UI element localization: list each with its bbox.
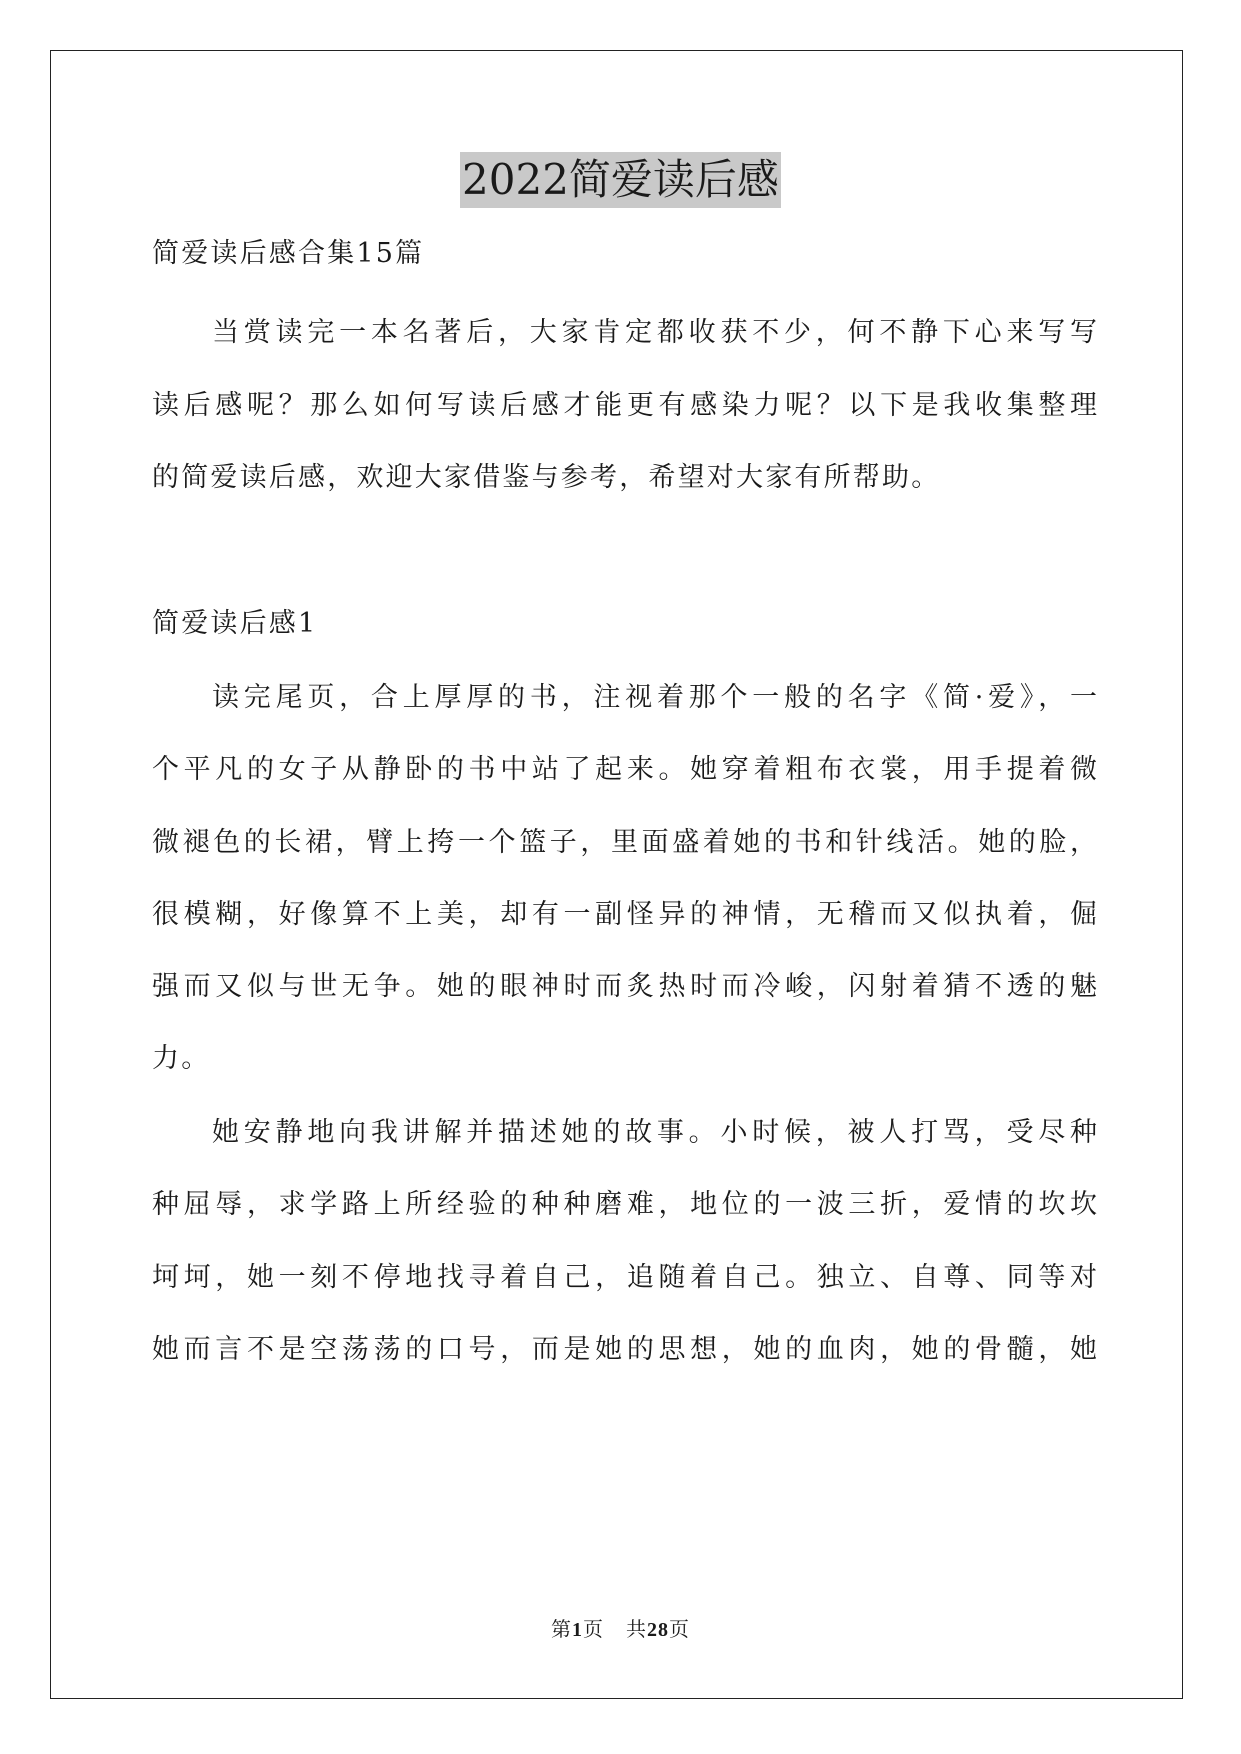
intro-line: 当赏读完一本名著后，大家肯定都收获不少，何不静下心来写写: [212, 317, 1097, 348]
footer-suffix: 页: [669, 1617, 691, 1641]
page-border: [50, 50, 1183, 1699]
page-footer: [0, 1616, 1241, 1643]
footer-prefix: 第: [550, 1617, 572, 1641]
paragraph-line: 她安静地向我讲解并描述她的故事。小时候，被人打骂，受尽种: [212, 1117, 1097, 1148]
intro-line: 的简爱读后感，欢迎大家借鉴与参考，希望对大家有所帮助。: [152, 462, 941, 493]
paragraph-line: 微褪色的长裙，臂上挎一个篮子，里面盛着她的书和针线活。她的脸，: [152, 827, 1097, 858]
paragraph-line: 读完尾页，合上厚厚的书，注视着那个一般的名字《简·爱》，一: [212, 682, 1097, 713]
intro-line: 读后感呢？那么如何写读后感才能更有感染力呢？以下是我收集整理: [152, 390, 1097, 421]
paragraph-line: 很模糊，好像算不上美，却有一副怪异的神情，无稽而又似执着，倔: [152, 899, 1097, 930]
total-page-number: 28: [647, 1619, 670, 1641]
footer-middle: 页 共: [582, 1617, 648, 1641]
paragraph-line: 强而又似与世无争。她的眼神时而炙热时而冷峻，闪射着猜不透的魅: [152, 971, 1097, 1002]
paragraph-line: 个平凡的女子从静卧的书中站了起来。她穿着粗布衣裳，用手提着微: [152, 754, 1097, 785]
paragraph-line: 她而言不是空荡荡的口号，而是她的思想，她的血肉，她的骨髓，她: [152, 1334, 1097, 1365]
paragraph-line: 力。: [152, 1043, 211, 1074]
document-subtitle: 简爱读后感合集15篇: [152, 238, 425, 269]
document-title-text: 2022简爱读后感: [460, 152, 781, 208]
paragraph-line: 坷坷，她一刻不停地找寻着自己，追随着自己。独立、自尊、同等对: [152, 1262, 1097, 1293]
section-heading: 简爱读后感1: [152, 608, 318, 639]
document-title: [0, 152, 1241, 208]
current-page-number: 1: [571, 1619, 583, 1641]
paragraph-line: 种屈辱，求学路上所经验的种种磨难，地位的一波三折，爱情的坎坎: [152, 1189, 1097, 1220]
